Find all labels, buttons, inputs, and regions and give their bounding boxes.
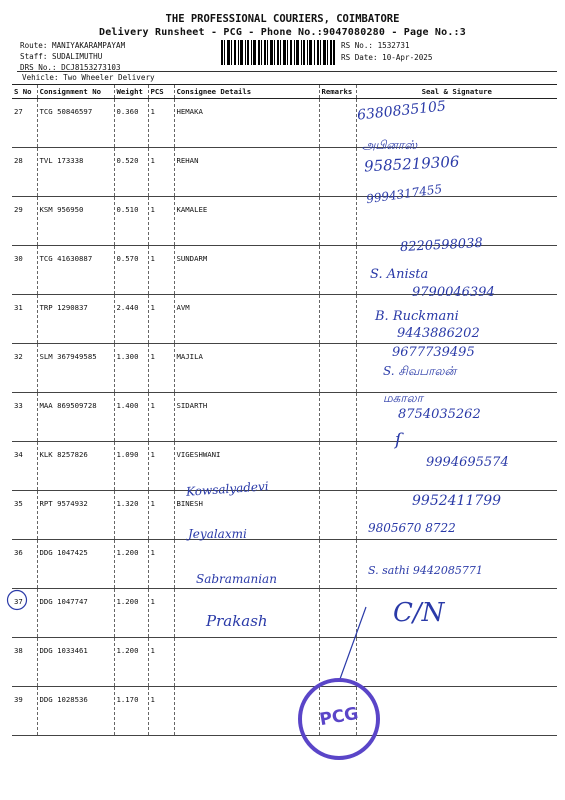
cell-signature xyxy=(356,589,557,638)
divider-line xyxy=(17,71,557,72)
signature-33-phone: 9677739495 xyxy=(392,345,475,360)
cell-weight: 1.320 xyxy=(114,491,148,540)
signature-39: C/N xyxy=(393,598,445,628)
cell-pcs: 1 xyxy=(148,393,174,442)
cell-consignment: DDG 1047747 xyxy=(37,589,114,638)
cell-pcs: 1 xyxy=(148,442,174,491)
cell-remarks xyxy=(319,442,356,491)
cell-consignee: HEMAKA xyxy=(174,99,319,148)
handwritten-circle-icon xyxy=(6,589,28,611)
col-header-consignment: Consignment No xyxy=(37,85,114,99)
consignee-36-handwritten: Kowsalyadevi xyxy=(185,479,270,499)
rs-date: RS Date: 10-Apr-2025 xyxy=(341,53,433,62)
cell-consignment: DDG 1028536 xyxy=(37,687,114,736)
consignee-37-handwritten: Jeyalaxmi xyxy=(188,527,247,541)
signature-38: S. sathi 9442085771 xyxy=(368,564,483,577)
table-row xyxy=(12,638,557,687)
cell-sno: 33 xyxy=(12,393,37,442)
cell-consignee: KAMALEE xyxy=(174,197,319,246)
cell-pcs: 1 xyxy=(148,491,174,540)
signature-32-phone: 9443886202 xyxy=(397,326,480,341)
cell-remarks xyxy=(319,197,356,246)
cell-remarks xyxy=(319,344,356,393)
cell-consignment: MAA 869509728 xyxy=(37,393,114,442)
cell-weight: 0.510 xyxy=(114,197,148,246)
cell-consignee: MAJILA xyxy=(174,344,319,393)
cell-pcs: 1 xyxy=(148,99,174,148)
cell-consignment: RPT 9574932 xyxy=(37,491,114,540)
company-title: THE PROFESSIONAL COURIERS, COIMBATORE xyxy=(165,13,400,25)
pen-stroke-icon xyxy=(330,605,370,685)
cell-remarks xyxy=(319,295,356,344)
signature-35-phone: 9994695574 xyxy=(426,455,509,470)
cell-consignee: REHAN xyxy=(174,148,319,197)
cell-consignment: TRP 1290837 xyxy=(37,295,114,344)
cell-weight: 1.300 xyxy=(114,344,148,393)
signature-27: 6380835105 xyxy=(356,98,447,124)
table-row xyxy=(12,589,557,638)
col-header-remarks: Remarks xyxy=(319,85,356,99)
barcode-icon xyxy=(221,40,335,65)
cell-consignment: DDG 1033461 xyxy=(37,638,114,687)
col-header-pcs: PCS xyxy=(148,85,174,99)
cell-pcs: 1 xyxy=(148,148,174,197)
cell-weight: 1.200 xyxy=(114,540,148,589)
cell-signature xyxy=(356,638,557,687)
cell-consignee: BINESH xyxy=(174,491,319,540)
cell-consignee: AVM xyxy=(174,295,319,344)
signature-35-mark: ſ xyxy=(395,430,402,450)
cell-sno: 27 xyxy=(12,99,37,148)
cell-sno: 37 xyxy=(12,589,37,638)
cell-weight: 0.520 xyxy=(114,148,148,197)
signature-28-phone: 9585219306 xyxy=(363,152,460,176)
cell-pcs: 1 xyxy=(148,540,174,589)
signature-31-phone: 9790046394 xyxy=(412,285,495,300)
consignee-38-handwritten: Sabramanian xyxy=(196,572,277,586)
staff-label: Staff: SUDALIMUTHU xyxy=(20,52,103,61)
cell-sno: 31 xyxy=(12,295,37,344)
signature-30: 8220598038 xyxy=(399,235,484,256)
cell-weight: 0.360 xyxy=(114,99,148,148)
cell-remarks xyxy=(319,246,356,295)
cell-consignment: DDG 1047425 xyxy=(37,540,114,589)
table-row xyxy=(12,148,557,197)
cell-pcs: 1 xyxy=(148,295,174,344)
cell-pcs: 1 xyxy=(148,344,174,393)
signature-36-phone: 9952411799 xyxy=(412,493,502,509)
cell-sno: 28 xyxy=(12,148,37,197)
cell-pcs: 1 xyxy=(148,687,174,736)
cell-consignment: TCG 50846597 xyxy=(37,99,114,148)
cell-signature xyxy=(356,687,557,736)
cell-sno: 35 xyxy=(12,491,37,540)
cell-pcs: 1 xyxy=(148,589,174,638)
cell-consignment: TCG 41630887 xyxy=(37,246,114,295)
table-row xyxy=(12,99,557,148)
cell-consignment: TVL 173338 xyxy=(37,148,114,197)
cell-sno: 29 xyxy=(12,197,37,246)
cell-remarks xyxy=(319,148,356,197)
cell-weight: 2.440 xyxy=(114,295,148,344)
cell-pcs: 1 xyxy=(148,197,174,246)
cell-remarks xyxy=(319,540,356,589)
signature-37: 9805670 8722 xyxy=(368,521,456,535)
cell-consignment: SLM 367949585 xyxy=(37,344,114,393)
cell-remarks xyxy=(319,491,356,540)
signature-28-name: அபினாஸ் xyxy=(362,138,418,152)
consignee-39-handwritten: Prakash xyxy=(206,612,268,630)
cell-pcs: 1 xyxy=(148,638,174,687)
cell-pcs: 1 xyxy=(148,246,174,295)
runsheet-subtitle: Delivery Runsheet - PCG - Phone No.:9047080280 - Page No.:3 xyxy=(98,27,466,38)
drs-number: DRS No.: DCJ8153273103 xyxy=(20,63,121,72)
cell-weight: 0.570 xyxy=(114,246,148,295)
rs-number: RS No.: 1532731 xyxy=(341,41,410,50)
col-header-consignee: Consignee Details xyxy=(174,85,319,99)
signature-31-name: S. Anista xyxy=(370,267,429,282)
cell-remarks xyxy=(319,393,356,442)
pcg-stamp xyxy=(296,676,382,762)
cell-sno: 36 xyxy=(12,540,37,589)
cell-sno: 34 xyxy=(12,442,37,491)
table-row xyxy=(12,344,557,393)
signature-32-name: B. Ruckmani xyxy=(375,309,459,324)
cell-weight: 1.200 xyxy=(114,638,148,687)
cell-weight: 1.400 xyxy=(114,393,148,442)
vehicle-label: Vehicle: Two Wheeler Delivery xyxy=(22,73,155,82)
signature-33-name: S. சிவபாலன் xyxy=(383,364,457,378)
stamp-text: PCG xyxy=(318,703,360,731)
cell-sno: 39 xyxy=(12,687,37,736)
col-header-sno: S No xyxy=(12,85,37,99)
table-row xyxy=(12,687,557,736)
cell-weight: 1.090 xyxy=(114,442,148,491)
cell-weight: 1.200 xyxy=(114,589,148,638)
cell-sno: 38 xyxy=(12,638,37,687)
signature-29: 9994317455 xyxy=(365,181,443,207)
route-label: Route: MANIYAKARAMPAYAM xyxy=(20,41,126,50)
signature-34-phone: 8754035262 xyxy=(398,407,481,422)
cell-consignee: SUNDARM xyxy=(174,246,319,295)
col-header-signature: Seal & Signature xyxy=(356,85,557,99)
cell-consignment: KLK 8257826 xyxy=(37,442,114,491)
cell-sno: 30 xyxy=(12,246,37,295)
cell-consignment: KSM 956950 xyxy=(37,197,114,246)
cell-remarks xyxy=(319,99,356,148)
cell-consignee: VIGESHWANI xyxy=(174,442,319,491)
signature-34-name: மகாலா xyxy=(383,391,423,405)
cell-sno: 32 xyxy=(12,344,37,393)
table-header-row xyxy=(12,85,557,99)
col-header-weight: Weight xyxy=(114,85,148,99)
cell-consignee: SIDARTH xyxy=(174,393,319,442)
cell-weight: 1.170 xyxy=(114,687,148,736)
